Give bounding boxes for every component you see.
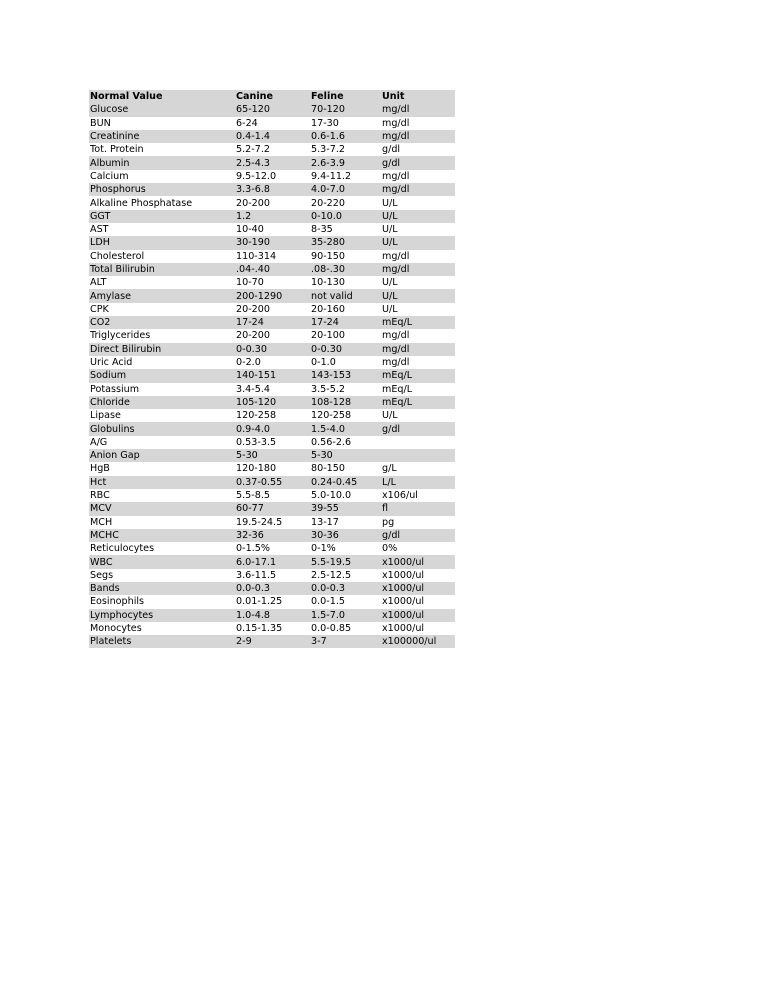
canine-cell: 32-36 xyxy=(236,529,264,541)
canine-cell: 20-200 xyxy=(236,197,270,209)
header-unit: Unit xyxy=(382,91,405,103)
table-row xyxy=(89,236,455,249)
unit-cell: g/dl xyxy=(382,529,401,541)
canine-cell: 2-9 xyxy=(236,636,252,648)
unit-cell: mg/dl xyxy=(382,117,410,129)
canine-cell: 105-120 xyxy=(236,396,277,408)
table-row xyxy=(89,329,455,342)
feline-cell: 5.3-7.2 xyxy=(311,144,345,156)
table-row xyxy=(89,622,455,635)
table-row xyxy=(89,156,455,169)
parameter-cell: Direct Bilirubin xyxy=(90,343,162,355)
unit-cell: U/L xyxy=(382,277,398,289)
canine-cell: 200-1290 xyxy=(236,290,283,302)
canine-cell: 17-24 xyxy=(236,317,264,329)
parameter-cell: MCHC xyxy=(90,529,119,541)
feline-cell: 20-100 xyxy=(311,330,345,342)
table-row xyxy=(89,595,455,608)
parameter-cell: Triglycerides xyxy=(90,330,151,342)
canine-cell: 5.2-7.2 xyxy=(236,144,270,156)
parameter-cell: Platelets xyxy=(90,636,132,648)
parameter-cell: AST xyxy=(90,224,109,236)
parameter-cell: Albumin xyxy=(90,157,130,169)
canine-cell: 0.15-1.35 xyxy=(236,623,283,635)
parameter-cell: Amylase xyxy=(90,290,132,302)
parameter-cell: Tot. Protein xyxy=(90,144,144,156)
unit-cell: g/dl xyxy=(382,144,401,156)
table-row xyxy=(89,396,455,409)
canine-cell: 0.4-1.4 xyxy=(236,131,270,143)
feline-cell: 80-150 xyxy=(311,463,345,475)
parameter-cell: Alkaline Phosphatase xyxy=(90,197,193,209)
parameter-cell: BUN xyxy=(90,117,111,129)
parameter-cell: ALT xyxy=(90,277,107,289)
table-row xyxy=(89,143,455,156)
feline-cell: 70-120 xyxy=(311,104,345,116)
feline-cell: 39-55 xyxy=(311,503,339,515)
unit-cell: fl xyxy=(382,503,389,515)
table-row xyxy=(89,183,455,196)
unit-cell: g/dl xyxy=(382,423,401,435)
feline-cell: 0.0-1.5 xyxy=(311,596,345,608)
parameter-cell: Lipase xyxy=(90,410,121,422)
parameter-cell: Phosphorus xyxy=(90,184,146,196)
unit-cell: x1000/ul xyxy=(382,569,425,581)
parameter-cell: CO2 xyxy=(90,317,111,329)
table-row xyxy=(89,343,455,356)
feline-cell: 20-160 xyxy=(311,303,345,315)
feline-cell: 0.0-0.85 xyxy=(311,623,352,635)
table-row xyxy=(89,422,455,435)
feline-cell: 17-30 xyxy=(311,117,339,129)
canine-cell: 20-200 xyxy=(236,330,270,342)
canine-cell: 0.01-1.25 xyxy=(236,596,283,608)
parameter-cell: RBC xyxy=(90,490,110,502)
table-row xyxy=(89,303,455,316)
unit-cell: mg/dl xyxy=(382,264,410,275)
table-row xyxy=(89,316,455,329)
unit-cell: U/L xyxy=(382,210,398,222)
parameter-cell: Potassium xyxy=(90,383,140,395)
parameter-cell: Total Bilirubin xyxy=(90,264,155,275)
feline-cell: 4.0-7.0 xyxy=(311,184,345,196)
unit-cell: mEq/L xyxy=(382,370,413,382)
unit-cell: mg/dl xyxy=(382,104,410,116)
canine-cell: 20-200 xyxy=(236,303,270,315)
unit-cell: g/dl xyxy=(382,157,401,169)
header-normal-value: Normal Value xyxy=(90,91,163,103)
table-row xyxy=(89,502,455,515)
canine-cell: 0-2.0 xyxy=(236,357,261,369)
feline-cell: 0.0-0.3 xyxy=(311,583,345,595)
canine-cell: 2.5-4.3 xyxy=(236,157,270,169)
unit-cell: x1000/ul xyxy=(382,583,425,595)
unit-cell: mg/dl xyxy=(382,330,410,342)
unit-cell: mg/dl xyxy=(382,250,410,262)
table-row xyxy=(89,635,455,648)
feline-cell: 0-10.0 xyxy=(311,210,342,222)
unit-cell: mEq/L xyxy=(382,383,413,395)
feline-cell: 5-30 xyxy=(311,450,333,462)
table-row xyxy=(89,476,455,489)
table-row xyxy=(89,516,455,529)
feline-cell: 8-35 xyxy=(311,224,333,236)
parameter-cell: Sodium xyxy=(90,370,127,382)
parameter-cell: CPK xyxy=(90,303,109,315)
parameter-cell: Glucose xyxy=(90,104,129,116)
canine-cell: 0-0.30 xyxy=(236,343,267,355)
canine-cell: 3.6-11.5 xyxy=(236,569,277,581)
unit-cell: g/L xyxy=(382,463,397,475)
feline-cell: 108-128 xyxy=(311,396,352,408)
parameter-cell: Anion Gap xyxy=(90,450,140,462)
parameter-cell: Cholesterol xyxy=(90,250,145,262)
canine-cell: 9.5-12.0 xyxy=(236,170,277,182)
feline-cell: 143-153 xyxy=(311,370,352,382)
parameter-cell: Uric Acid xyxy=(90,357,133,369)
canine-cell: 0.53-3.5 xyxy=(236,436,277,448)
table-row xyxy=(89,369,455,382)
parameter-cell: Monocytes xyxy=(90,623,142,635)
feline-cell: 20-220 xyxy=(311,197,345,209)
feline-cell: 0.6-1.6 xyxy=(311,131,345,143)
parameter-cell: Lymphocytes xyxy=(90,609,154,621)
feline-cell: 1.5-4.0 xyxy=(311,423,345,435)
canine-cell: 10-40 xyxy=(236,224,264,236)
table-row xyxy=(89,555,455,568)
table-row xyxy=(89,223,455,236)
table-row xyxy=(89,436,455,449)
parameter-cell: A/G xyxy=(90,436,108,448)
feline-cell: 0-1% xyxy=(311,543,336,555)
canine-cell: 19.5-24.5 xyxy=(236,516,283,528)
canine-cell: 30-190 xyxy=(236,237,270,249)
table-row xyxy=(89,250,455,263)
unit-cell: U/L xyxy=(382,290,398,302)
canine-cell: 1.2 xyxy=(236,210,252,222)
feline-cell: 30-36 xyxy=(311,529,339,541)
unit-cell: mg/dl xyxy=(382,170,410,182)
table-row xyxy=(89,356,455,369)
feline-cell: 3-7 xyxy=(311,636,327,648)
unit-cell: mg/dl xyxy=(382,343,410,355)
parameter-cell: LDH xyxy=(90,237,110,249)
canine-cell: 6.0-17.1 xyxy=(236,556,277,568)
unit-cell: mg/dl xyxy=(382,131,410,143)
canine-cell: 0-1.5% xyxy=(236,543,270,555)
feline-cell: 2.5-12.5 xyxy=(311,569,352,581)
feline-cell: .08-.30 xyxy=(311,264,345,275)
parameter-cell: Hct xyxy=(90,476,107,488)
parameter-cell: MCH xyxy=(90,516,113,528)
table-row xyxy=(89,609,455,622)
feline-cell: 35-280 xyxy=(311,237,345,249)
canine-cell: 140-151 xyxy=(236,370,277,382)
table-row xyxy=(89,117,455,130)
parameter-cell: Eosinophils xyxy=(90,596,145,608)
unit-cell: x1000/ul xyxy=(382,556,425,568)
parameter-cell: Creatinine xyxy=(90,131,140,143)
feline-cell: 10-130 xyxy=(311,277,345,289)
table-row xyxy=(89,289,455,302)
table-row xyxy=(89,170,455,183)
unit-cell xyxy=(381,449,455,462)
parameter-cell: Globulins xyxy=(90,423,135,435)
canine-cell: 120-180 xyxy=(236,463,277,475)
parameter-cell: Reticulocytes xyxy=(90,543,155,555)
canine-cell: 10-70 xyxy=(236,277,264,289)
table-row xyxy=(89,130,455,143)
feline-cell: not valid xyxy=(311,290,353,302)
table-row xyxy=(89,263,455,276)
table-row xyxy=(89,409,455,422)
table-row xyxy=(89,529,455,542)
table-row xyxy=(89,196,455,209)
header-feline: Feline xyxy=(311,91,344,103)
table-row xyxy=(89,569,455,582)
feline-cell: 0.24-0.45 xyxy=(311,476,358,488)
canine-cell: 1.0-4.8 xyxy=(236,609,270,621)
unit-cell: mg/dl xyxy=(382,184,410,196)
feline-cell: 13-17 xyxy=(311,516,339,528)
canine-cell: 3.3-6.8 xyxy=(236,184,270,196)
unit-cell: mEq/L xyxy=(382,317,413,329)
unit-cell xyxy=(381,436,455,449)
feline-cell: 0.56-2.6 xyxy=(311,436,352,448)
canine-cell: 120-258 xyxy=(236,410,277,422)
table-row xyxy=(89,489,455,502)
parameter-cell: WBC xyxy=(90,556,113,568)
canine-cell: 3.4-5.4 xyxy=(236,383,270,395)
table-row xyxy=(89,383,455,396)
feline-cell: 0-1.0 xyxy=(311,357,336,369)
table-header-row xyxy=(89,90,455,103)
unit-cell: 0% xyxy=(382,543,398,555)
parameter-cell: Bands xyxy=(90,583,120,595)
table-row xyxy=(89,582,455,595)
parameter-cell: Segs xyxy=(90,569,114,581)
canine-cell: 5-30 xyxy=(236,450,258,462)
feline-cell: 3.5-5.2 xyxy=(311,383,345,395)
feline-cell: 90-150 xyxy=(311,250,345,262)
parameter-cell: Chloride xyxy=(90,396,130,408)
parameter-cell: Calcium xyxy=(90,170,129,182)
feline-cell: 9.4-11.2 xyxy=(311,170,352,182)
feline-cell: 17-24 xyxy=(311,317,339,329)
unit-cell: U/L xyxy=(382,303,398,315)
canine-cell: 60-77 xyxy=(236,503,264,515)
unit-cell: mg/dl xyxy=(382,357,410,369)
unit-cell: pg xyxy=(382,516,395,528)
feline-cell: 5.5-19.5 xyxy=(311,556,352,568)
unit-cell: U/L xyxy=(382,410,398,422)
table-row xyxy=(89,210,455,223)
parameter-cell: HgB xyxy=(90,463,110,475)
unit-cell: mEq/L xyxy=(382,396,413,408)
canine-cell: 5.5-8.5 xyxy=(236,490,270,502)
canine-cell: 0.0-0.3 xyxy=(236,583,270,595)
canine-cell: 0.9-4.0 xyxy=(236,423,270,435)
feline-cell: 5.0-10.0 xyxy=(311,490,352,502)
table-body xyxy=(89,103,455,648)
header-canine: Canine xyxy=(236,91,273,103)
unit-cell: x100000/ul xyxy=(382,636,437,648)
canine-cell: .04-.40 xyxy=(236,264,270,275)
parameter-cell: MCV xyxy=(90,503,112,515)
unit-cell: x1000/ul xyxy=(382,623,425,635)
unit-cell: L/L xyxy=(382,476,396,488)
canine-cell: 6-24 xyxy=(236,117,258,129)
unit-cell: x1000/ul xyxy=(382,609,425,621)
unit-cell: U/L xyxy=(382,197,398,209)
table-row xyxy=(89,103,455,116)
feline-cell: 120-258 xyxy=(311,410,352,422)
unit-cell: U/L xyxy=(382,224,398,236)
canine-cell: 65-120 xyxy=(236,104,270,116)
unit-cell: x106/ul xyxy=(382,490,418,502)
feline-cell: 1.5-7.0 xyxy=(311,609,345,621)
unit-cell: x1000/ul xyxy=(382,596,425,608)
table-row xyxy=(89,542,455,555)
table-row xyxy=(89,276,455,289)
canine-cell: 0.37-0.55 xyxy=(236,476,283,488)
feline-cell: 0-0.30 xyxy=(311,343,342,355)
canine-cell: 110-314 xyxy=(236,250,277,262)
parameter-cell: GGT xyxy=(90,210,111,222)
table-row xyxy=(89,462,455,475)
feline-cell: 2.6-3.9 xyxy=(311,157,345,169)
unit-cell: U/L xyxy=(382,237,398,249)
table-row xyxy=(89,449,455,462)
normal-values-table xyxy=(89,90,455,648)
